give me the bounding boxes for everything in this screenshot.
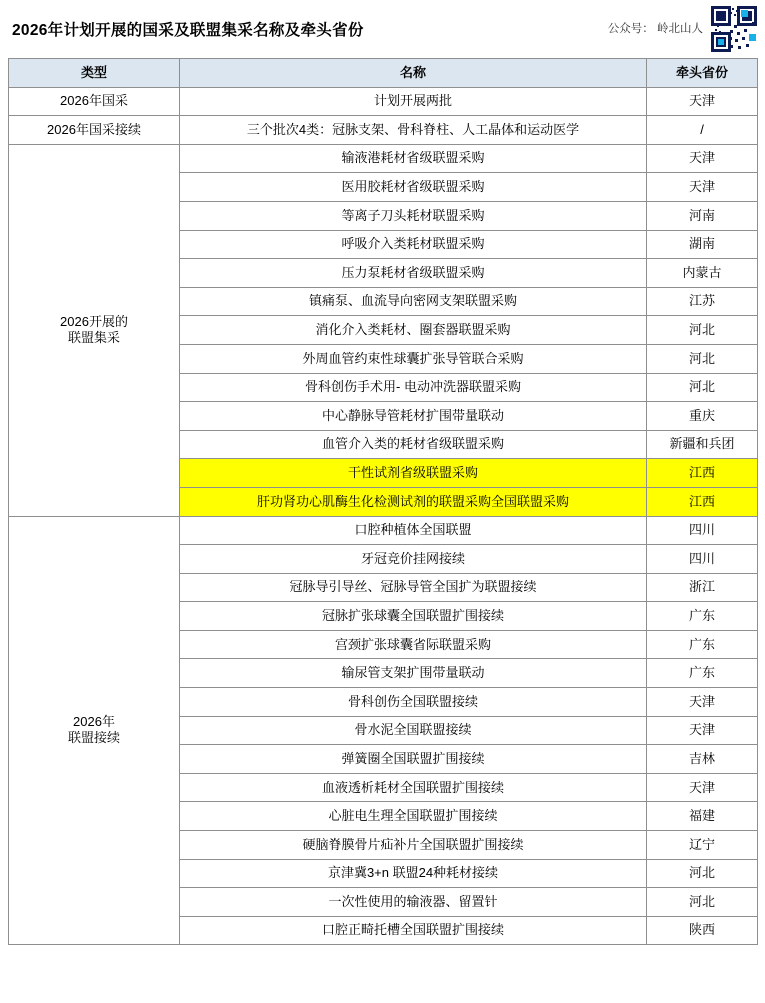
table-row bbox=[9, 144, 758, 173]
row-name: 中心静脉导管耗材扩围带量联动 bbox=[180, 402, 647, 431]
group-type-cell bbox=[9, 144, 180, 516]
row-name: 呼吸介入类耗材联盟采购 bbox=[180, 230, 647, 259]
table-row bbox=[9, 116, 758, 145]
row-name: 口腔种植体全国联盟 bbox=[180, 516, 647, 545]
page-title: 2026年计划开展的国采及联盟集采名称及牵头省份 bbox=[12, 22, 364, 39]
row-name: 骨科创伤全国联盟接续 bbox=[180, 688, 647, 717]
row-province: 天津 bbox=[647, 688, 758, 717]
row-province: 陕西 bbox=[647, 916, 758, 945]
group-type-line2: 联盟接续 bbox=[67, 730, 120, 746]
row-province: 内蒙古 bbox=[647, 259, 758, 288]
row-name: 干性试剂省级联盟采购 bbox=[180, 459, 647, 488]
row-province: 浙江 bbox=[647, 573, 758, 602]
row-name: 输液港耗材省级联盟采购 bbox=[180, 144, 647, 173]
row-province: 天津 bbox=[647, 173, 758, 202]
row-province: 河北 bbox=[647, 888, 758, 917]
row-province: 河南 bbox=[647, 201, 758, 230]
row-province: 四川 bbox=[647, 516, 758, 545]
row-province: 天津 bbox=[647, 87, 758, 116]
row-name: 硬脑脊膜骨片疝补片全国联盟扩围接续 bbox=[180, 831, 647, 860]
row-name: 血管介入类的耗材省级联盟采购 bbox=[180, 430, 647, 459]
row-name: 镇痛泵、血流导向密网支架联盟采购 bbox=[180, 287, 647, 316]
table-row bbox=[9, 516, 758, 545]
group-type-cell bbox=[9, 516, 180, 945]
row-name: 心脏电生理全国联盟扩围接续 bbox=[180, 802, 647, 831]
row-name: 宫颈扩张球囊省际联盟采购 bbox=[180, 630, 647, 659]
row-province: 四川 bbox=[647, 545, 758, 574]
row-province: 吉林 bbox=[647, 745, 758, 774]
row-province: / bbox=[647, 116, 758, 145]
row-name: 骨水泥全国联盟接续 bbox=[180, 716, 647, 745]
row-province: 河北 bbox=[647, 344, 758, 373]
row-province: 天津 bbox=[647, 144, 758, 173]
row-province: 广东 bbox=[647, 602, 758, 631]
document-header bbox=[8, 0, 757, 58]
table-header-row bbox=[9, 59, 758, 88]
row-name: 血液透析耗材全国联盟扩围接续 bbox=[180, 773, 647, 802]
row-province: 湖南 bbox=[647, 230, 758, 259]
group-type-cell: 2026年国采 bbox=[9, 87, 180, 116]
row-province: 福建 bbox=[647, 802, 758, 831]
row-province: 河北 bbox=[647, 373, 758, 402]
row-province: 天津 bbox=[647, 716, 758, 745]
column-header-name: 名称 bbox=[180, 59, 647, 88]
row-name: 输尿管支架扩围带量联动 bbox=[180, 659, 647, 688]
row-province: 广东 bbox=[647, 630, 758, 659]
row-name: 肝功肾功心肌酶生化检测试剂的联盟采购全国联盟采购 bbox=[180, 487, 647, 516]
column-header-province: 牵头省份 bbox=[647, 59, 758, 88]
wechat-account-label: 公众号： 岭北山人 bbox=[607, 23, 703, 35]
group-type-cell: 2026年国采接续 bbox=[9, 116, 180, 145]
row-province: 辽宁 bbox=[647, 831, 758, 860]
row-province: 新疆和兵团 bbox=[647, 430, 758, 459]
table-body bbox=[9, 87, 758, 945]
row-name: 骨科创伤手术用- 电动冲洗器联盟采购 bbox=[180, 373, 647, 402]
qr-code-icon bbox=[711, 6, 757, 52]
row-province: 河北 bbox=[647, 859, 758, 888]
row-name: 医用胶耗材省级联盟采购 bbox=[180, 173, 647, 202]
row-name: 口腔正畸托槽全国联盟扩围接续 bbox=[180, 916, 647, 945]
procurement-table bbox=[8, 58, 758, 945]
group-type-line1: 2026开展的 bbox=[60, 313, 128, 329]
group-type-line2: 联盟集采 bbox=[67, 330, 120, 346]
row-name: 一次性使用的输液器、留置针 bbox=[180, 888, 647, 917]
row-name: 牙冠竞价挂网接续 bbox=[180, 545, 647, 574]
row-name: 三个批次4类：冠脉支架、骨科脊柱、人工晶体和运动医学 bbox=[180, 116, 647, 145]
row-province: 江西 bbox=[647, 459, 758, 488]
row-province: 河北 bbox=[647, 316, 758, 345]
row-name: 消化介入类耗材、圈套器联盟采购 bbox=[180, 316, 647, 345]
column-header-type: 类型 bbox=[9, 59, 180, 88]
table-row bbox=[9, 87, 758, 116]
row-province: 天津 bbox=[647, 773, 758, 802]
row-name: 计划开展两批 bbox=[180, 87, 647, 116]
row-name: 冠脉扩张球囊全国联盟扩围接续 bbox=[180, 602, 647, 631]
group-type-line1: 2026年 bbox=[73, 714, 115, 730]
row-province: 江苏 bbox=[647, 287, 758, 316]
row-name: 弹簧圈全国联盟扩围接续 bbox=[180, 745, 647, 774]
row-name: 压力泵耗材省级联盟采购 bbox=[180, 259, 647, 288]
row-name: 外周血管约束性球囊扩张导管联合采购 bbox=[180, 344, 647, 373]
header-right-block bbox=[608, 6, 757, 52]
row-province: 江西 bbox=[647, 487, 758, 516]
row-province: 广东 bbox=[647, 659, 758, 688]
row-province: 重庆 bbox=[647, 402, 758, 431]
row-name: 冠脉导引导丝、冠脉导管全国扩为联盟接续 bbox=[180, 573, 647, 602]
row-name: 京津冀3+n 联盟24种耗材接续 bbox=[180, 859, 647, 888]
row-name: 等离子刀头耗材联盟采购 bbox=[180, 201, 647, 230]
